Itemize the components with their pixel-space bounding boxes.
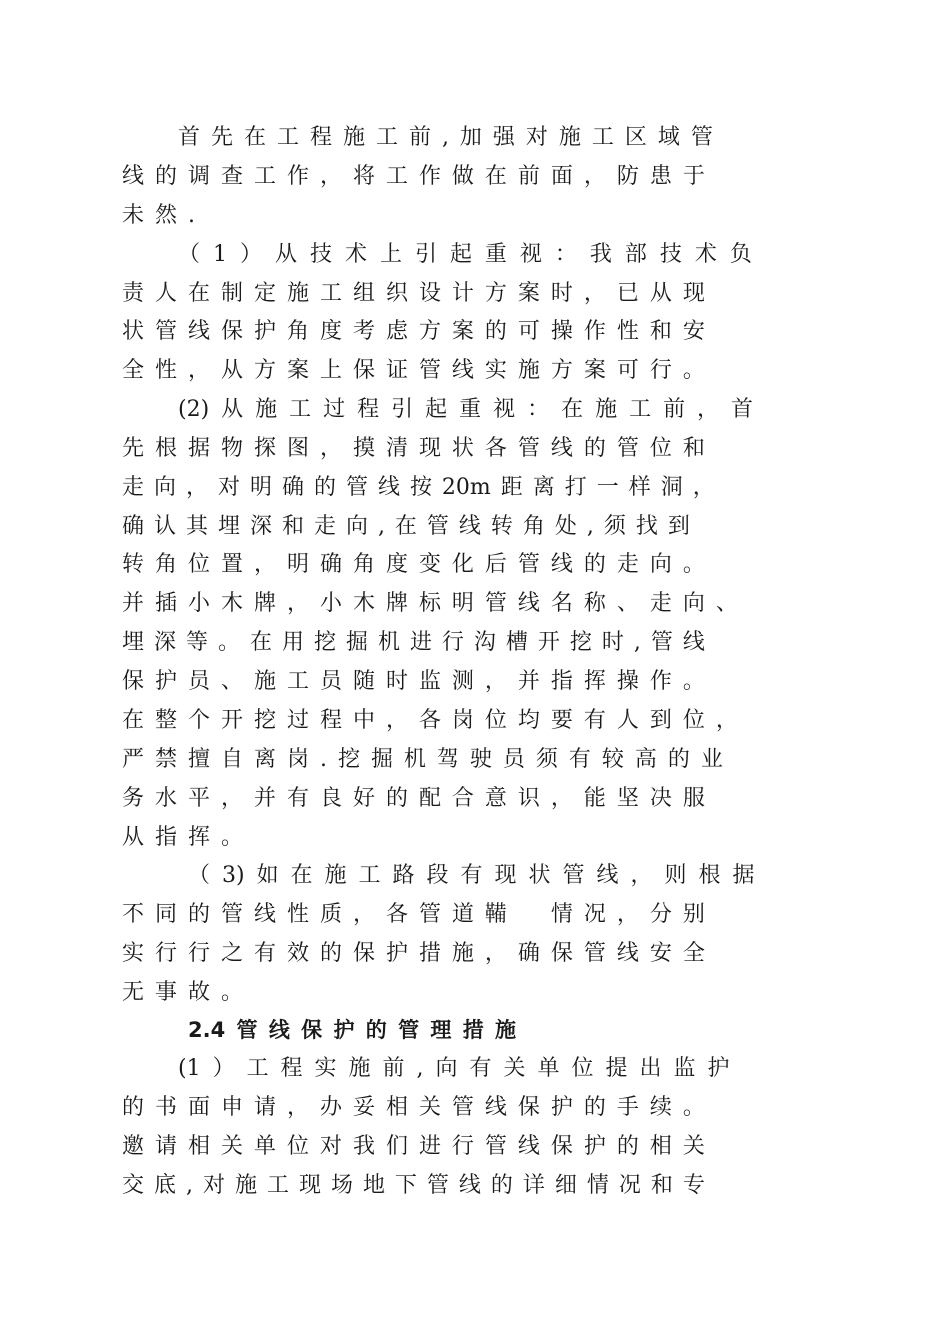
- text-line: 并 插 小 木 牌 ， 小 木 牌 标 明 管 线 名 称 、 走 向 、: [122, 591, 738, 616]
- text-line: 未 然 .: [122, 203, 195, 228]
- text-line: 确 认 其 埋 深 和 走 向 , 在 管 线 转 角 处 , 须 找 到: [122, 514, 690, 539]
- text-line: 不 同 的 管 线 性 质 ， 各 管 道 鞴 情 况 ， 分 别: [122, 902, 705, 927]
- text-line: 全 性 ， 从 方 案 上 保 证 管 线 实 施 方 案 可 行 。: [122, 358, 705, 383]
- text-line: 从 指 挥 。: [122, 825, 243, 850]
- text-line: 实 行 行 之 有 效 的 保 护 措 施 ， 确 保 管 线 安 全: [122, 941, 705, 966]
- text-line: 先 根 据 物 探 图 ， 摸 清 现 状 各 管 线 的 管 位 和: [122, 436, 705, 461]
- text-line: （ 3) 如 在 施 工 路 段 有 现 状 管 线 ， 则 根 据: [188, 863, 755, 888]
- text-line: 交 底 , 对 施 工 现 场 地 下 管 线 的 详 细 情 况 和 专: [122, 1173, 705, 1198]
- text-line: 走 向 ， 对 明 确 的 管 线 按 20m 距 离 打 一 样 洞 ，: [122, 475, 715, 500]
- text-line: 无 事 故 。: [122, 980, 243, 1005]
- text-line: 务 水 平 ， 并 有 良 好 的 配 合 意 识 ， 能 坚 决 服: [122, 786, 705, 811]
- text-line: 的 书 面 申 请 ， 办 妥 相 关 管 线 保 护 的 手 续 。: [122, 1095, 705, 1120]
- text-line: 保 护 员 、 施 工 员 随 时 监 测 ， 并 指 挥 操 作 。: [122, 669, 705, 694]
- text-line: 线 的 调 查 工 作 ， 将 工 作 做 在 前 面 ， 防 患 于: [122, 164, 705, 189]
- text-line: 邀 请 相 关 单 位 对 我 们 进 行 管 线 保 护 的 相 关: [122, 1134, 705, 1159]
- text-line: 严 禁 擅 自 离 岗 . 挖 掘 机 驾 驶 员 须 有 较 高 的 业: [122, 747, 723, 772]
- text-line: （ 1 ） 从 技 术 上 引 起 重 视 ： 我 部 技 术 负: [178, 242, 752, 267]
- text-line: (1 ） 工 程 实 施 前 , 向 有 关 单 位 提 出 监 护: [178, 1056, 730, 1081]
- text-line: 转 角 位 置 ， 明 确 角 度 变 化 后 管 线 的 走 向 。: [122, 552, 705, 577]
- text-line: 埋 深 等 。 在 用 挖 掘 机 进 行 沟 槽 开 挖 时 , 管 线: [122, 630, 705, 655]
- text-line: 在 整 个 开 挖 过 程 中 ， 各 岗 位 均 要 有 人 到 位 ，: [122, 708, 738, 733]
- text-line: 状 管 线 保 护 角 度 考 虑 方 案 的 可 操 作 性 和 安: [122, 319, 705, 344]
- text-line: (2) 从 施 工 过 程 引 起 重 视 ： 在 施 工 前 ， 首: [178, 397, 754, 422]
- text-line: 首 先 在 工 程 施 工 前 , 加 强 对 施 工 区 域 管: [178, 125, 713, 150]
- section-heading: 2.4 管 线 保 护 的 管 理 措 施: [188, 1018, 516, 1042]
- text-line: 责 人 在 制 定 施 工 组 织 设 计 方 案 时 ， 已 从 现: [122, 281, 705, 306]
